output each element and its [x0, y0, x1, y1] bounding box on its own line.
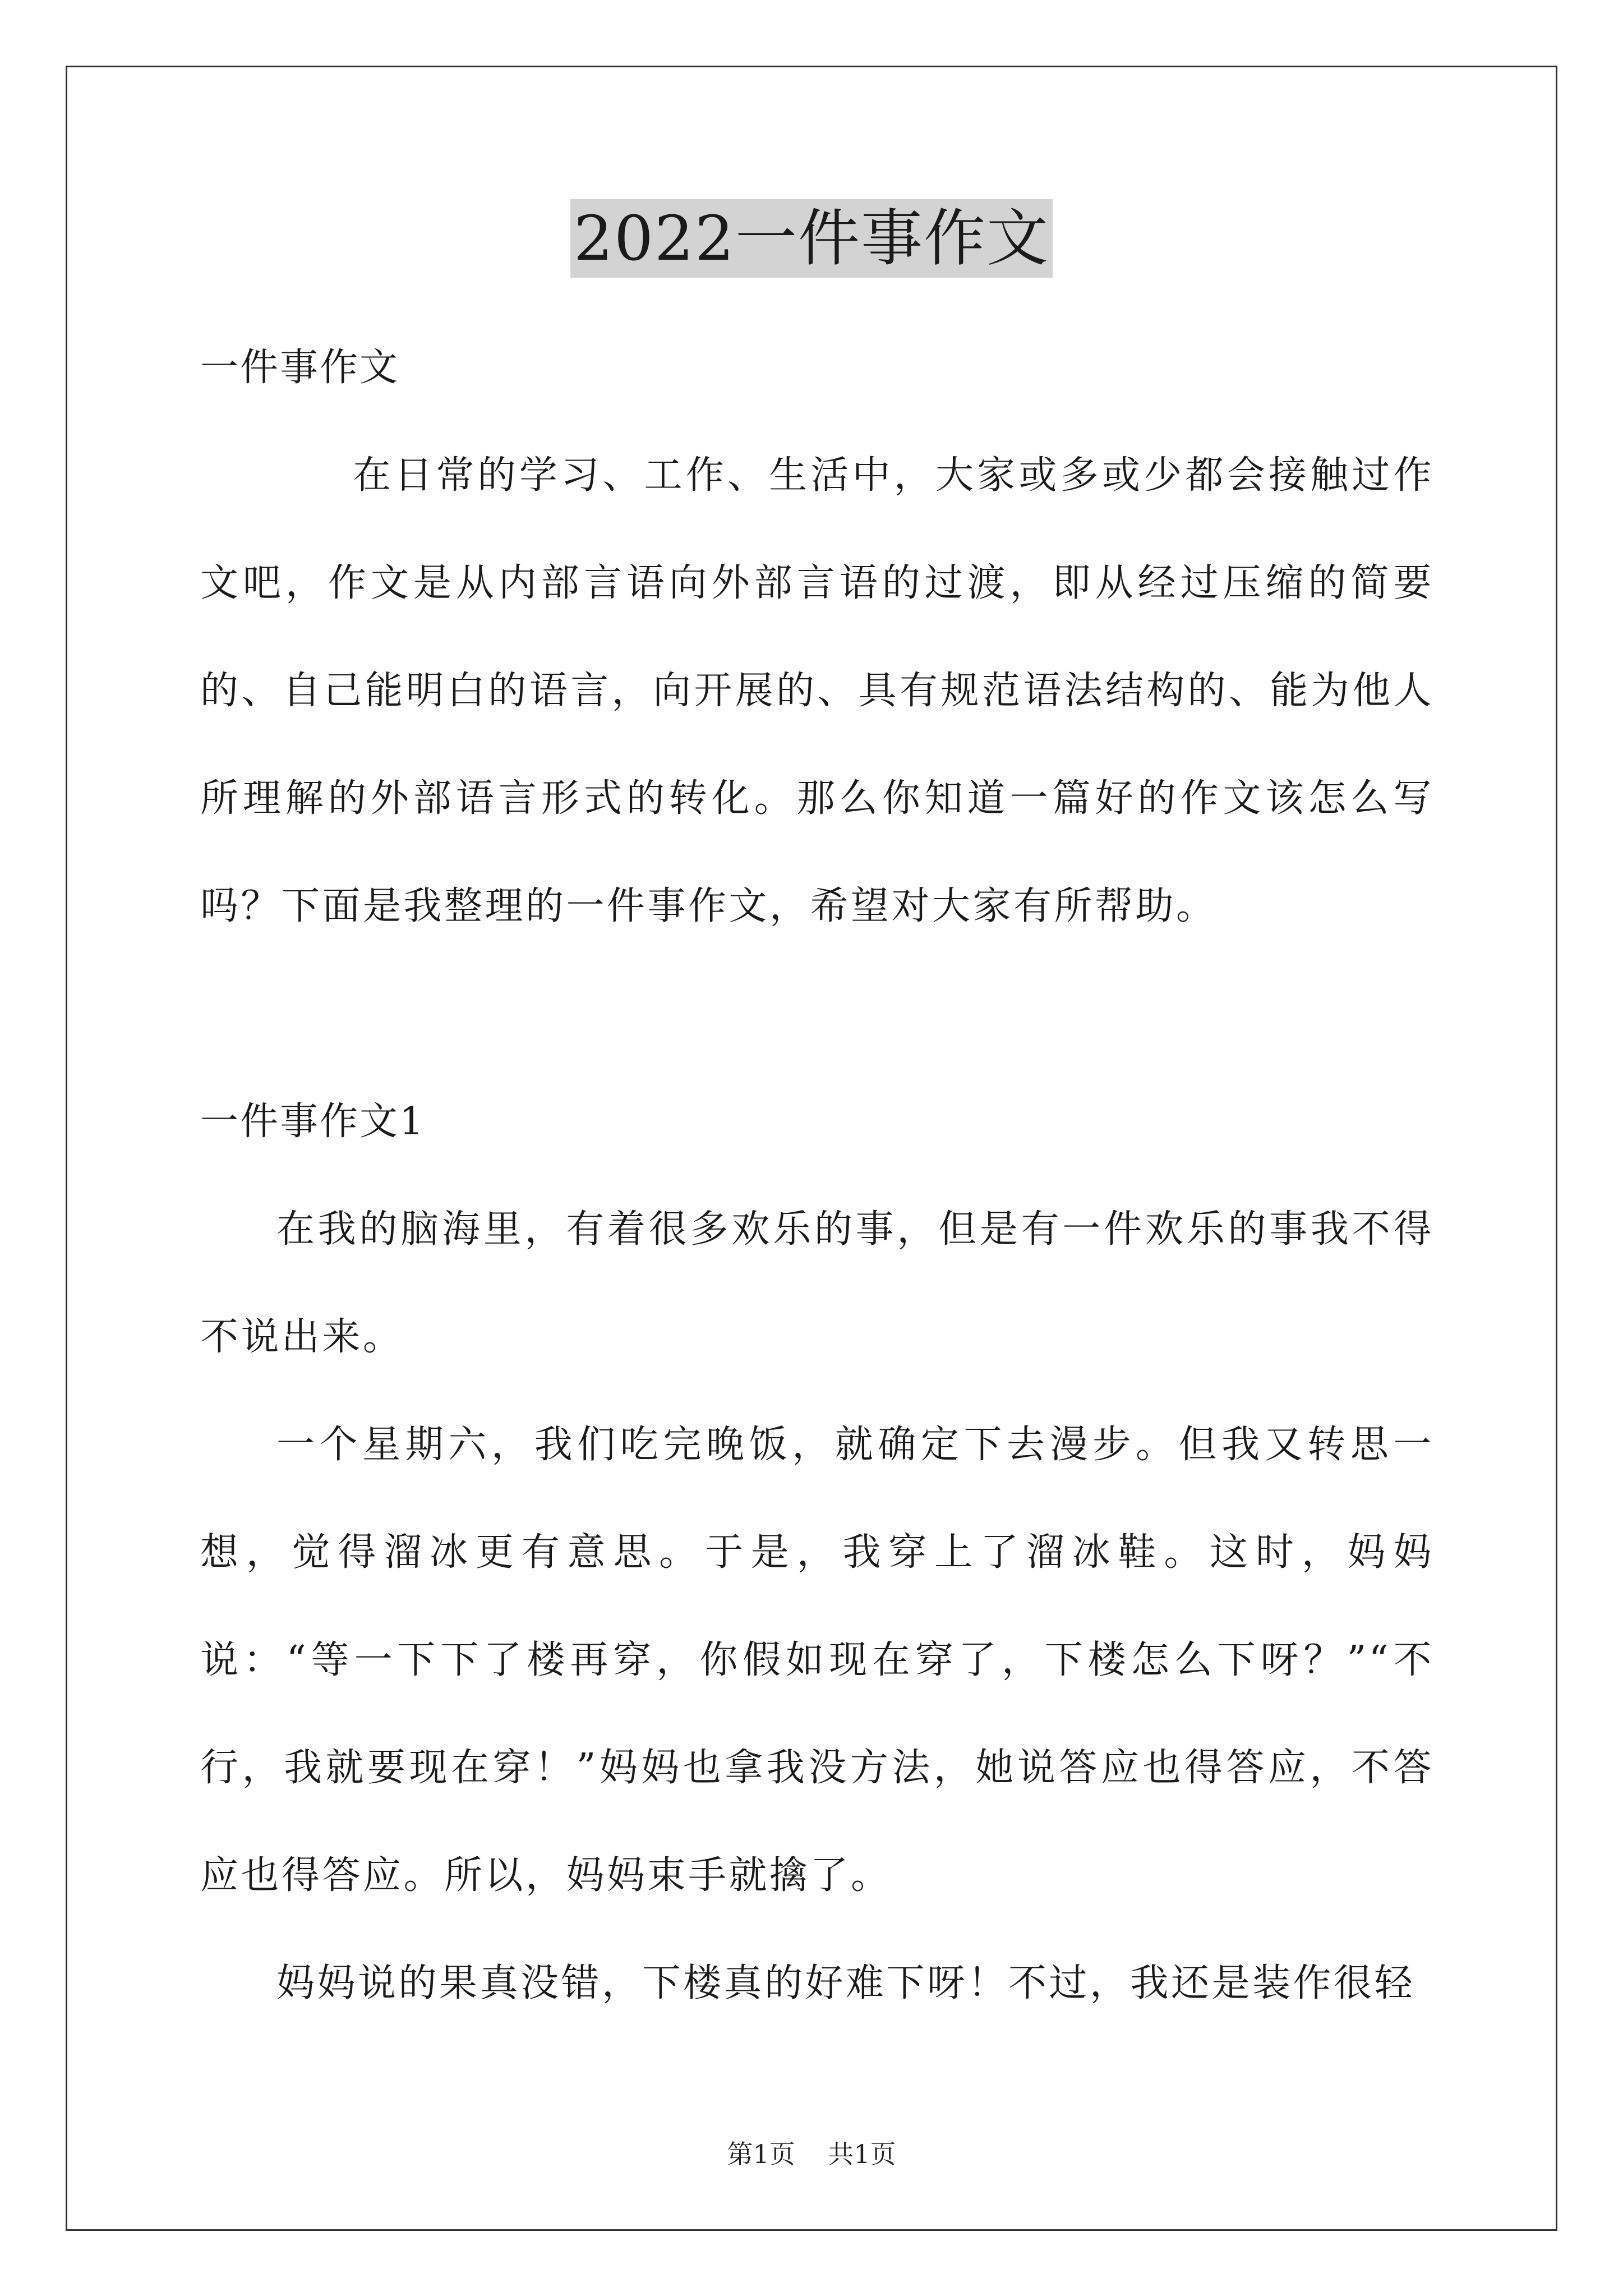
body-paragraph-2: 一个星期六，我们吃完晚饭，就确定下去漫步。但我又转思一想，觉得溜冰更有意思。于是，我穿上了溜冰鞋。这时，妈妈说：“等一下下了楼再穿，你假如现在穿了，下楼怎么下呀？”“不行，我就要现在穿！”妈妈也拿我没方法，她说答应也得答应，不答应也得答应。所以，妈妈束手就擒了。: [200, 1423, 1434, 1898]
section-spacer: [200, 960, 1434, 1068]
intro-paragraph: 在日常的学习、工作、生活中，大家或多或少都会接触过作文吧，作文是从内部言语向外部言语的过渡，即从经过压缩的简要的、自己能明白的语言，向开展的、具有规范语法结构的、能为他人所理解的外部语言形式的转化。那么你知道一篇好的作文该怎么写吗？下面是我整理的一件事作文，希望对大家有所帮助。: [200, 453, 1434, 928]
page-footer: [0, 2137, 1623, 2171]
page-total: 共1页: [828, 2139, 896, 2169]
title-container: [0, 199, 1623, 278]
section-heading-essay-1: 一件事作文1: [200, 1099, 426, 1144]
body-paragraph-3: 妈妈说的果真没错，下楼真的好难下呀！不过，我还是装作很轻: [276, 1961, 1415, 2005]
document-title: 2022一件事作文: [570, 199, 1053, 278]
document-body: [200, 314, 1434, 2037]
page-number: 第1页: [727, 2139, 795, 2169]
body-paragraph-1: 在我的脑海里，有着很多欢乐的事，但是有一件欢乐的事我不得不说出来。: [200, 1207, 1434, 1359]
section-heading-intro: 一件事作文: [200, 346, 400, 390]
